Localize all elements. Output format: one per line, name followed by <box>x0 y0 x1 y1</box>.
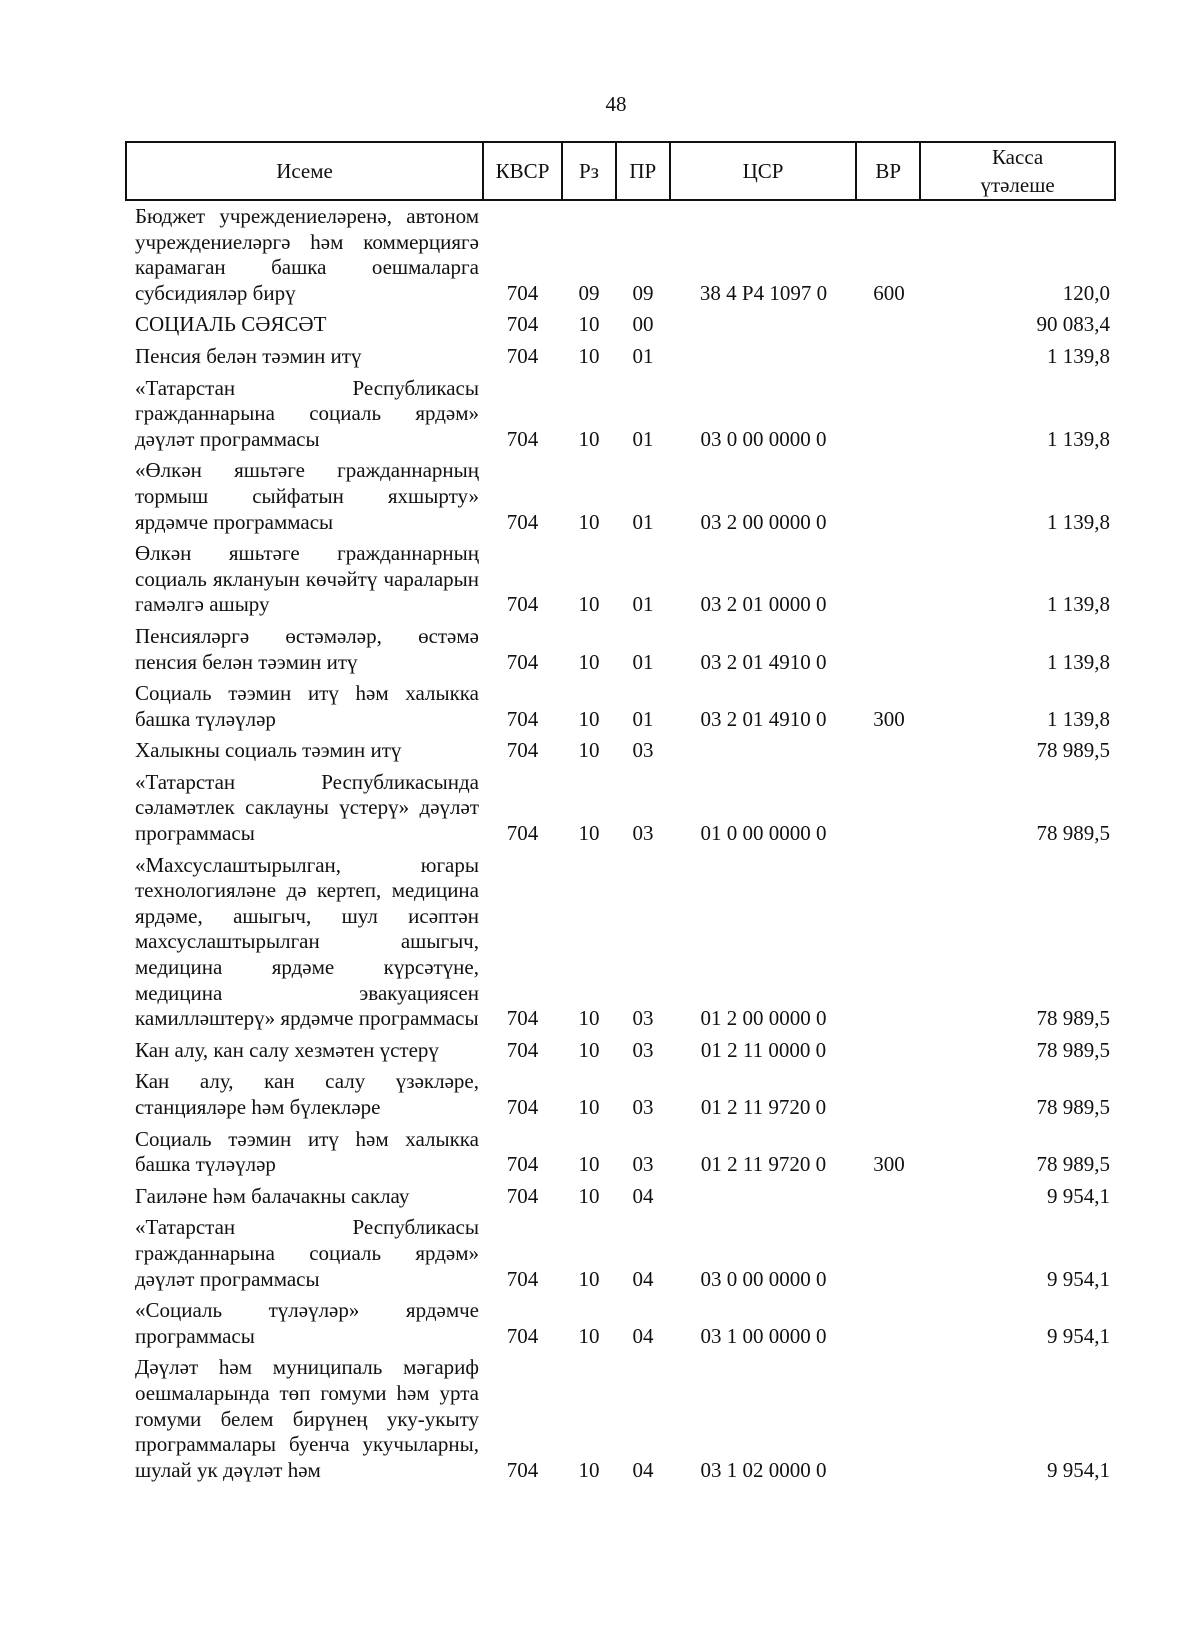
cell-pr: 03 <box>632 738 654 763</box>
cell-kvsr: 704 <box>506 649 539 674</box>
cell-name: Социаль тәэмин итү һәм халыкка башка түләүләр <box>135 681 479 731</box>
cell-rz: 10 <box>578 1152 600 1177</box>
cell-name: Бюджет учреждениеләренә, автоном учреждениеләргә һәм коммерциягә карамаган башка оешмаларга субсидияләр бирү <box>135 204 479 305</box>
table-row <box>125 1182 1116 1214</box>
cell-amount: 120,0 <box>1062 280 1110 305</box>
cell-name: «Татарстан Республикасында сәламәтлек саклауны үстерү» дәүләт программасы <box>135 769 479 846</box>
budget-table <box>125 202 1116 1487</box>
table-row <box>125 1213 1116 1296</box>
cell-vr <box>857 622 921 679</box>
cell-name: Кан алу, кан салу хезмәтен үстерү <box>135 1037 439 1062</box>
col-header-rz: Рз <box>562 142 616 200</box>
cell-pr: 04 <box>632 1183 654 1208</box>
table-row <box>125 1036 1116 1068</box>
cell-amount: 78 989,5 <box>1036 1095 1110 1119</box>
table-row <box>125 1353 1116 1487</box>
cell-rz: 10 <box>578 1266 600 1291</box>
cell-amount: 1 139,8 <box>1047 343 1110 368</box>
cell-vr: 600 <box>873 280 905 305</box>
table-row <box>125 679 1116 736</box>
cell-pr: 03 <box>632 821 654 846</box>
cell-kvsr: 704 <box>506 821 539 846</box>
cell-kvsr: 704 <box>506 1037 539 1062</box>
col-header-vr: ВР <box>856 142 920 200</box>
cell-vr <box>857 342 921 374</box>
cell-kvsr: 704 <box>506 738 539 763</box>
cell-rz: 10 <box>578 592 600 617</box>
cell-name: Пенсия белән тәэмин итү <box>135 343 362 368</box>
col-header-name: Исеме <box>126 142 483 200</box>
cell-amount: 1 139,8 <box>1047 706 1110 731</box>
cell-kvsr: 704 <box>506 1152 539 1177</box>
cell-kvsr: 704 <box>506 426 539 451</box>
cell-pr: 01 <box>632 426 654 451</box>
cell-rz: 10 <box>578 1323 600 1348</box>
cell-amount: 78 989,5 <box>1036 1006 1110 1031</box>
table-header <box>125 141 1116 201</box>
cell-pr: 01 <box>632 509 654 534</box>
col-header-amount-label: Касса үтәлеше <box>980 145 1055 197</box>
cell-pr: 04 <box>632 1266 654 1291</box>
cell-name: Өлкән яшьтәге гражданнарның социаль яклануын көчәйтү чараларын гамәлгә ашыру <box>135 541 479 617</box>
cell-name: Халыкны социаль тәэмин итү <box>135 738 402 763</box>
table-row <box>125 310 1116 342</box>
table-row <box>125 539 1116 622</box>
table-row <box>125 374 1116 457</box>
cell-rz: 10 <box>578 1037 600 1062</box>
cell-name: СОЦИАЛЬ СӘЯСӘТ <box>135 312 327 337</box>
cell-amount: 1 139,8 <box>1047 649 1110 674</box>
cell-name: Кан алу, кан салу үзәкләре, станцияләре һәм бүлекләре <box>135 1069 479 1119</box>
col-header-csr: ЦСР <box>670 142 857 200</box>
cell-kvsr: 704 <box>506 1006 539 1031</box>
cell-vr <box>857 1067 921 1124</box>
cell-amount: 78 989,5 <box>1036 821 1110 846</box>
cell-rz: 10 <box>578 312 600 337</box>
cell-csr: 03 2 01 4910 0 <box>700 706 827 731</box>
cell-rz: 09 <box>578 280 600 305</box>
table-row <box>125 768 1116 851</box>
col-header-kvsr: КВСР <box>483 142 562 200</box>
cell-pr: 01 <box>632 706 654 731</box>
cell-csr: 03 2 01 0000 0 <box>700 592 827 617</box>
cell-pr: 01 <box>632 592 654 617</box>
cell-vr <box>857 851 921 1036</box>
cell-vr <box>857 1036 921 1068</box>
cell-csr: 01 0 00 0000 0 <box>700 821 827 846</box>
cell-amount: 1 139,8 <box>1047 592 1110 617</box>
table-row <box>125 1296 1116 1353</box>
cell-csr: 03 0 00 0000 0 <box>700 426 827 451</box>
cell-kvsr: 704 <box>506 1323 539 1348</box>
cell-rz: 10 <box>578 1183 600 1208</box>
cell-rz: 10 <box>578 706 600 731</box>
cell-name: «Татарстан Республикасы гражданнарына социаль ярдәм» дәүләт программасы <box>135 375 479 451</box>
cell-name: Дәүләт һәм муниципаль мәгариф оешмаларында төп гомуми һәм урта гомуми белем бирүнең уку-укыту программалары буенча укучыларны, шулай ук дәүләт һәм <box>135 1355 479 1482</box>
page-number: 48 <box>605 92 627 116</box>
cell-name: Пенсияләргә өстәмәләр, өстәмә пенсия белән тәэмин итү <box>135 623 479 674</box>
cell-vr <box>857 1296 921 1353</box>
cell-amount: 1 139,8 <box>1047 509 1110 534</box>
cell-csr <box>670 1182 857 1214</box>
cell-pr: 01 <box>632 649 654 674</box>
cell-amount: 78 989,5 <box>1036 738 1110 763</box>
cell-vr <box>857 1182 921 1214</box>
cell-pr: 01 <box>632 343 654 368</box>
cell-vr <box>857 310 921 342</box>
cell-vr <box>857 1213 921 1296</box>
cell-csr: 01 2 11 0000 0 <box>700 1037 827 1062</box>
cell-amount: 9 954,1 <box>1047 1183 1110 1208</box>
table-row <box>125 456 1116 539</box>
cell-pr: 04 <box>632 1457 654 1482</box>
cell-name: Социаль тәэмин итү һәм халыкка башка түләүләр <box>135 1126 479 1177</box>
cell-kvsr: 704 <box>506 706 539 731</box>
cell-csr: 01 2 11 9720 0 <box>700 1152 827 1177</box>
cell-kvsr: 704 <box>506 1266 539 1291</box>
cell-rz: 10 <box>578 509 600 534</box>
cell-csr: 01 2 11 9720 0 <box>700 1095 827 1119</box>
cell-csr: 38 4 Р4 1097 0 <box>699 280 828 305</box>
cell-csr <box>670 342 857 374</box>
cell-vr <box>857 456 921 539</box>
cell-csr: 03 2 00 0000 0 <box>700 509 827 534</box>
cell-rz: 10 <box>578 426 600 451</box>
cell-amount: 9 954,1 <box>1047 1266 1110 1291</box>
cell-vr <box>857 374 921 457</box>
cell-kvsr: 704 <box>506 509 539 534</box>
cell-kvsr: 704 <box>506 592 539 617</box>
cell-rz: 10 <box>578 343 600 368</box>
cell-kvsr: 704 <box>506 312 539 337</box>
cell-name: «Социаль түләүләр» ярдәмче программасы <box>135 1298 479 1348</box>
cell-kvsr: 704 <box>506 343 539 368</box>
cell-rz: 10 <box>578 821 600 846</box>
cell-kvsr: 704 <box>506 1457 539 1482</box>
cell-csr: 03 1 00 0000 0 <box>700 1323 827 1348</box>
cell-vr <box>857 768 921 851</box>
cell-csr: 03 1 02 0000 0 <box>700 1457 827 1482</box>
cell-amount: 90 083,4 <box>1036 312 1110 337</box>
cell-name: Гаиләне һәм балачакны саклау <box>135 1183 410 1208</box>
table-row <box>125 342 1116 374</box>
cell-rz: 10 <box>578 1006 600 1031</box>
cell-pr: 04 <box>632 1323 654 1348</box>
cell-rz: 10 <box>578 738 600 763</box>
table-row <box>125 622 1116 679</box>
cell-vr <box>857 1353 921 1487</box>
cell-kvsr: 704 <box>506 1183 539 1208</box>
table-row <box>125 202 1116 310</box>
cell-csr: 01 2 00 0000 0 <box>700 1006 827 1031</box>
cell-name: «Татарстан Республикасы гражданнарына социаль ярдәм» дәүләт программасы <box>135 1215 479 1291</box>
cell-rz: 10 <box>578 649 600 674</box>
cell-amount: 9 954,1 <box>1047 1457 1110 1482</box>
cell-csr: 03 0 00 0000 0 <box>700 1266 827 1291</box>
cell-pr: 03 <box>632 1006 654 1031</box>
cell-csr <box>670 310 857 342</box>
cell-vr: 300 <box>873 1152 905 1177</box>
cell-pr: 03 <box>632 1095 654 1119</box>
cell-csr: 03 2 01 4910 0 <box>700 649 827 674</box>
cell-pr: 09 <box>632 280 654 305</box>
cell-name: «Махсуслаштырылган, югары технологияләне дә кертеп, медицина ярдәме, ашыгыч, шул исәптән махсуслаштырылган ашыгыч, медицина ярдәме күрсәтүне, медицина эвакуациясен камилләштерү» ярдәмче программасы <box>135 852 479 1031</box>
cell-vr <box>857 539 921 622</box>
cell-amount: 78 989,5 <box>1036 1152 1110 1177</box>
cell-pr: 03 <box>632 1152 654 1177</box>
cell-rz: 10 <box>578 1457 600 1482</box>
cell-amount: 1 139,8 <box>1047 426 1110 451</box>
table-row <box>125 736 1116 768</box>
cell-rz: 10 <box>578 1095 600 1119</box>
table-row <box>125 851 1116 1036</box>
col-header-amount <box>920 142 1115 200</box>
cell-pr: 00 <box>632 312 654 337</box>
table-row <box>125 1067 1116 1124</box>
cell-pr: 03 <box>632 1037 654 1062</box>
cell-amount: 9 954,1 <box>1047 1323 1110 1348</box>
cell-vr <box>857 736 921 768</box>
cell-kvsr: 704 <box>506 1095 539 1119</box>
cell-vr: 300 <box>873 706 905 731</box>
cell-amount: 78 989,5 <box>1036 1037 1110 1062</box>
cell-csr <box>670 736 857 768</box>
table-row <box>125 1125 1116 1182</box>
col-header-pr: ПР <box>616 142 670 200</box>
cell-name: «Өлкән яшьтәге гражданнарның тормыш сыйфатын яхшырту» ярдәмче программасы <box>135 458 479 534</box>
cell-kvsr: 704 <box>506 280 539 305</box>
